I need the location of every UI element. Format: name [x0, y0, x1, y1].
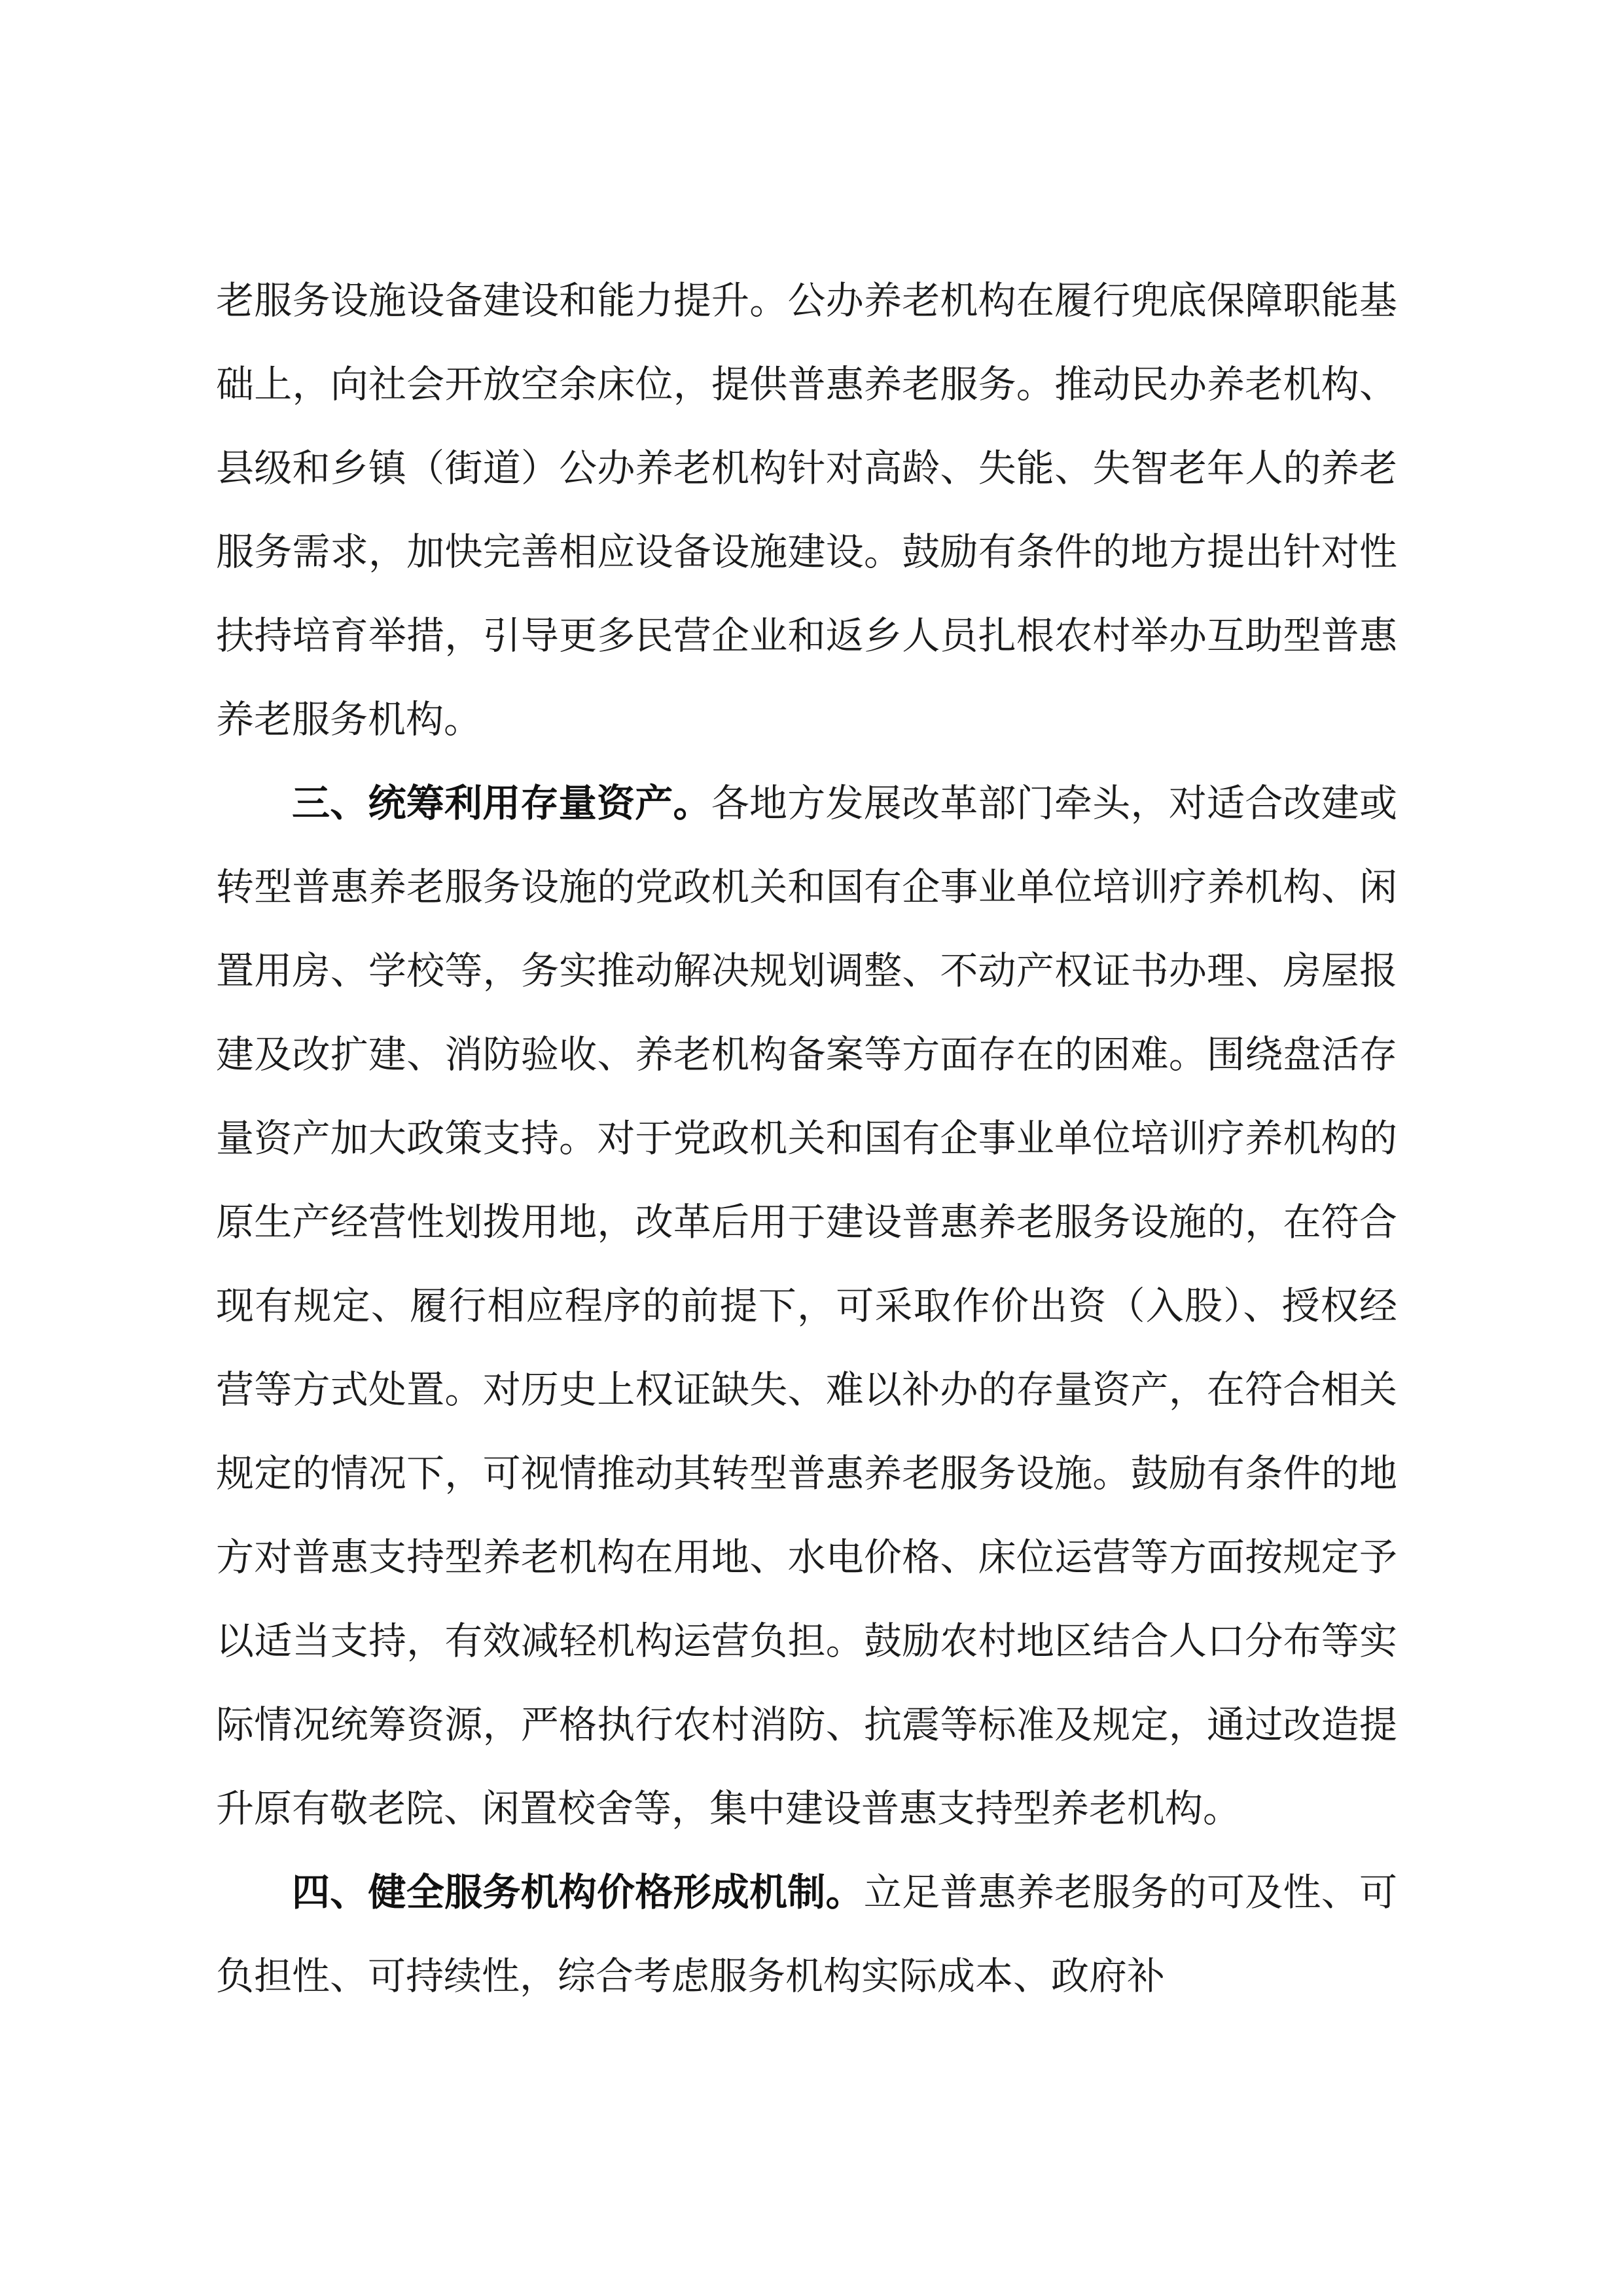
section-heading-four: 四、健全服务机构价格形成机制。 [292, 1870, 864, 1914]
paragraph-section-three [216, 761, 1397, 1850]
section-heading-three: 三、统筹利用存量资产。 [292, 781, 711, 825]
document-body [216, 259, 1397, 2018]
paragraph-text: 老服务设施设备建设和能力提升。公办养老机构在履行兜底保障职能基础上，向社会开放空余床位，提供普惠养老服务。推动民办养老机构、县级和乡镇（街道）公办养老机构针对高龄、失能、失智老年人的养老服务需求，加快完善相应设备设施建设。鼓励有条件的地方提出针对性扶持培育举措，引导更多民营企业和返乡人员扎根农村举办互助型普惠养老服务机构。 [216, 278, 1397, 742]
paragraph-text: 立足普惠养老服务的可及性、可负担性、可持续性，综合考虑服务机构实际成本、政府补 [216, 1870, 1397, 1998]
paragraph-text: 各地方发展改革部门牵头，对适合改建或转型普惠养老服务设施的党政机关和国有企事业单位培训疗养机构、闲置用房、学校等，务实推动解决规划调整、不动产权证书办理、房屋报建及改扩建、消防验收、养老机构备案等方面存在的困难。围绕盘活存量资产加大政策支持。对于党政机关和国有企事业单位培训疗养机构的原生产经营性划拨用地，改革后用于建设普惠养老服务设施的，在符合现有规定、履行相应程序的前提下，可采取作价出资（入股）、授权经营等方式处置。对历史上权证缺失、难以补办的存量资产，在符合相关规定的情况下，可视情推动其转型普惠养老服务设施。鼓励有条件的地方对普惠支持型养老机构在用地、水电价格、床位运营等方面按规定予以适当支持，有效减轻机构运营负担。鼓励农村地区结合人口分布等实际情况统筹资源，严格执行农村消防、抗震等标准及规定，通过改造提升原有敬老院、闲置校舍等，集中建设普惠支持型养老机构。 [216, 781, 1397, 1831]
paragraph-continuation [216, 259, 1397, 761]
paragraph-section-four [216, 1850, 1397, 2018]
